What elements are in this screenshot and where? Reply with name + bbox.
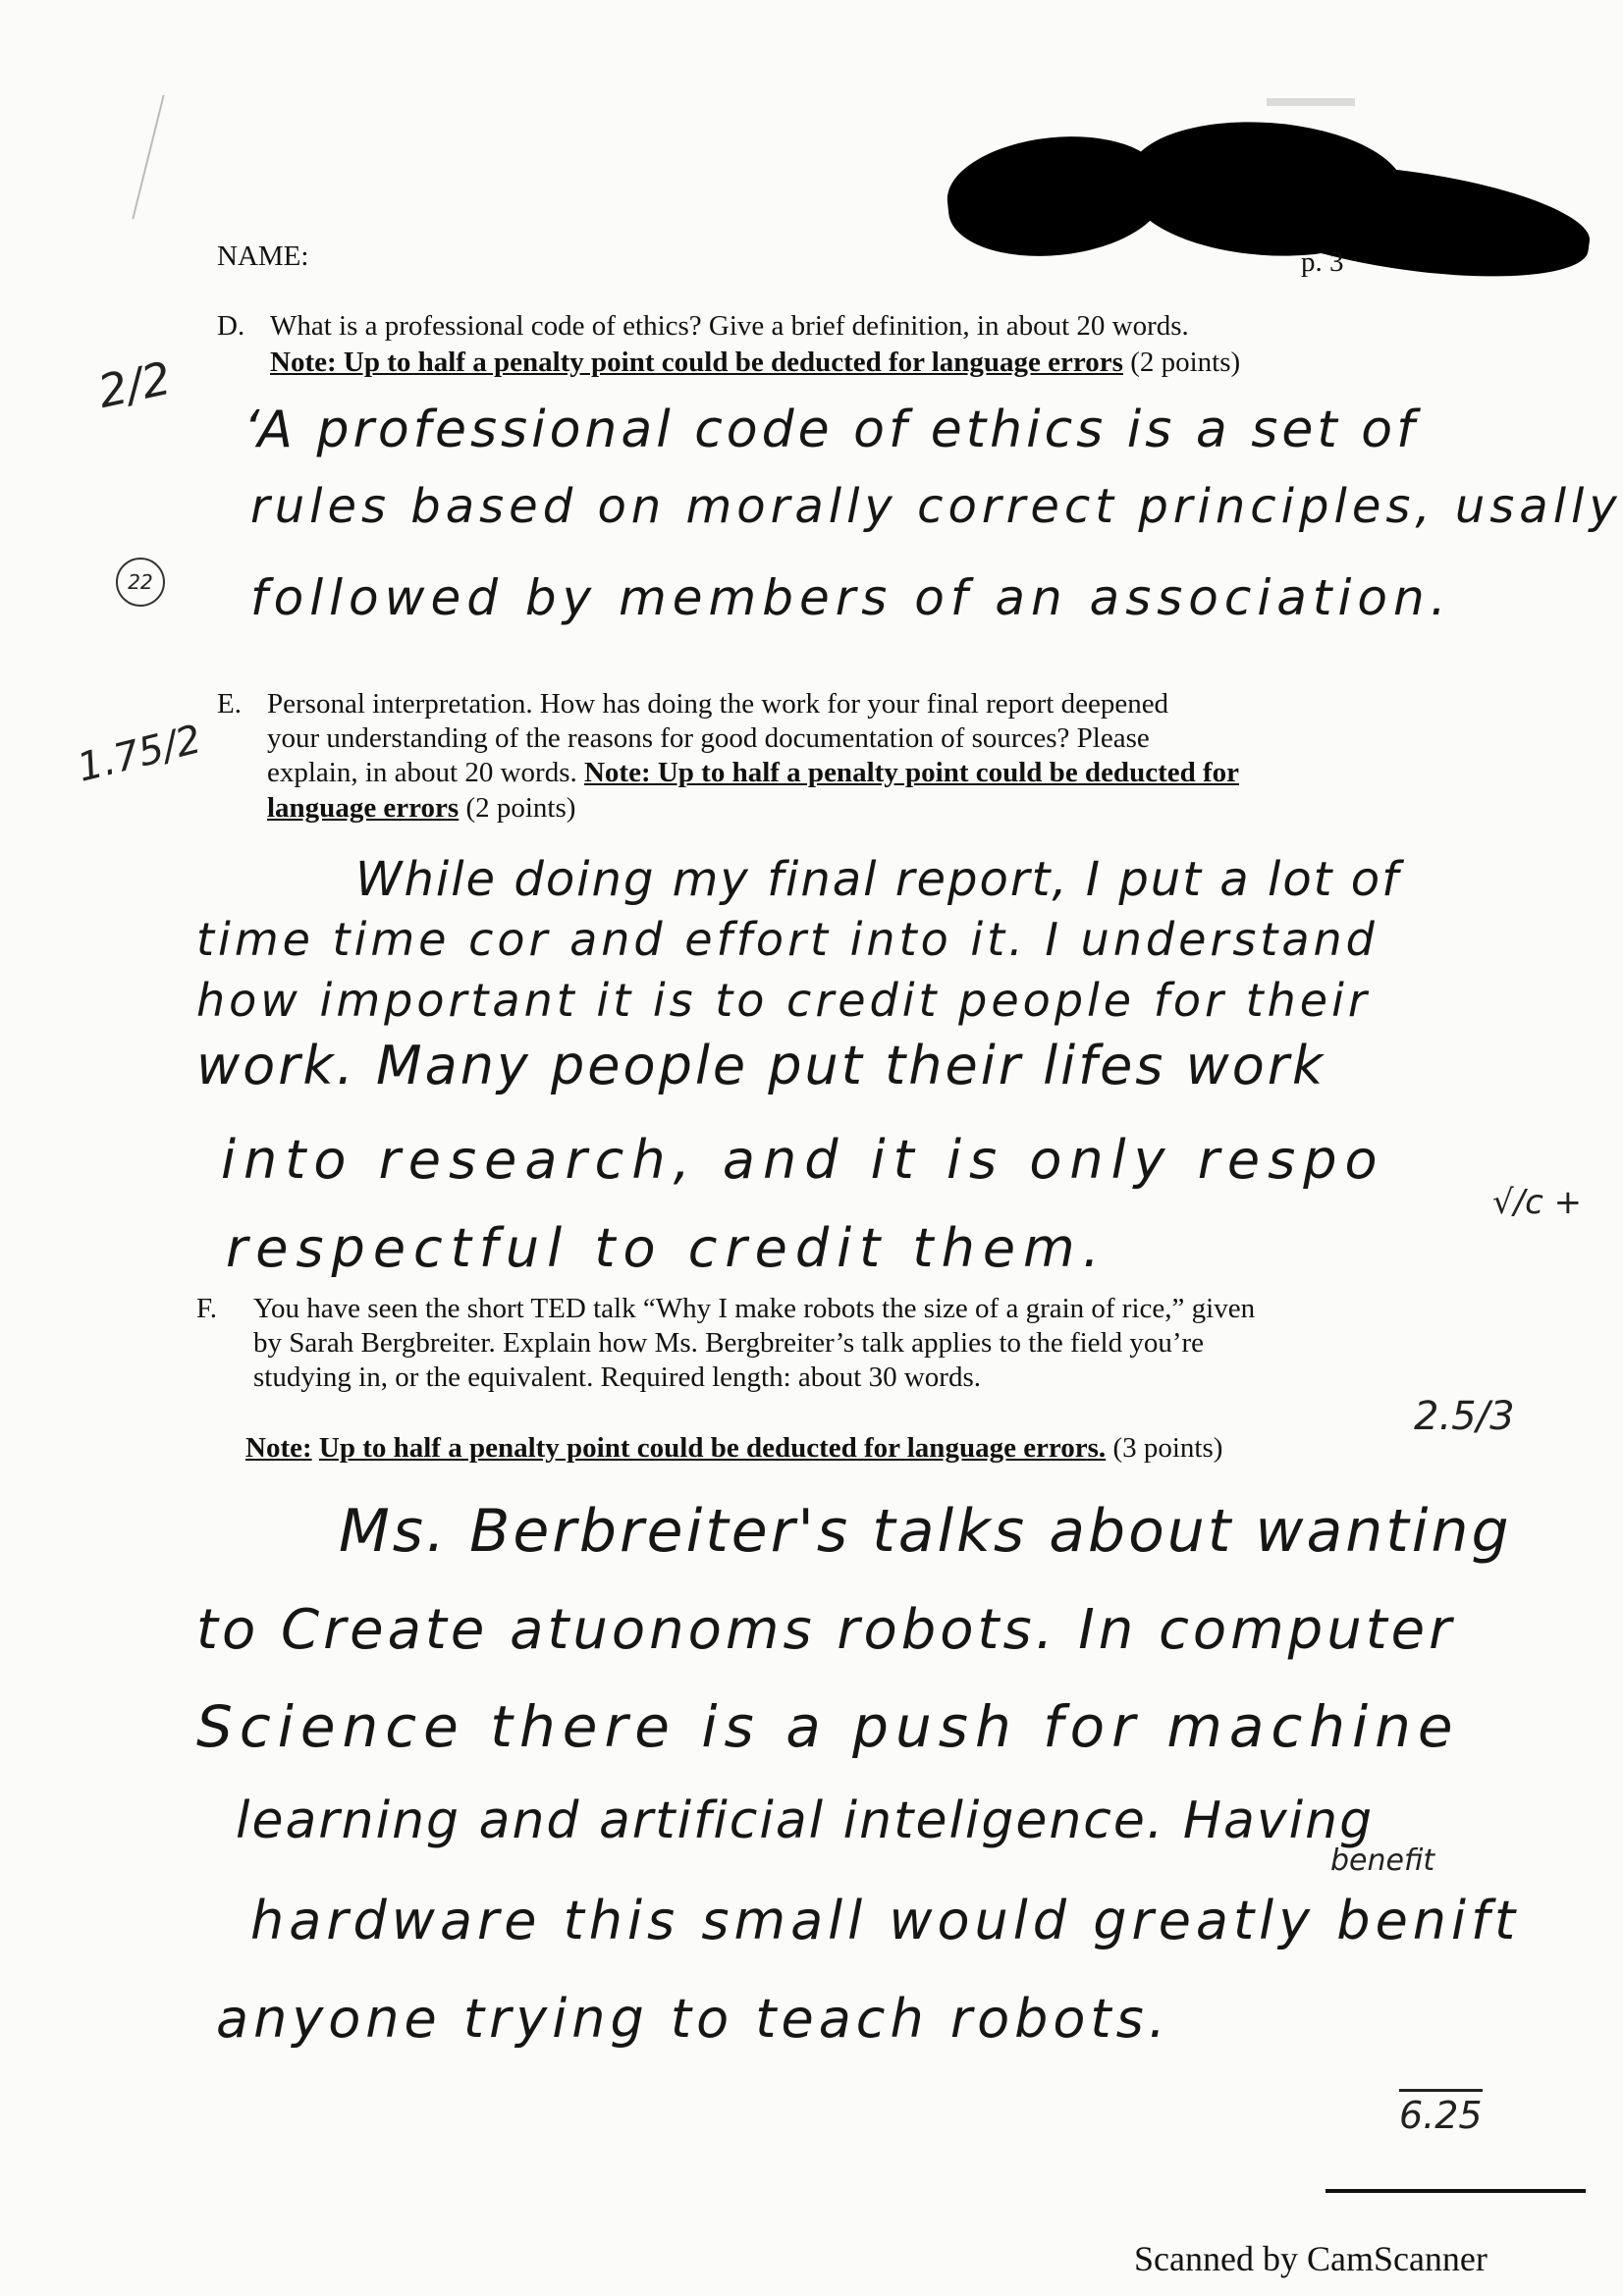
margin-mark: √/c + bbox=[1492, 1183, 1583, 1222]
total-score: 6.25 bbox=[1399, 2089, 1483, 2137]
question-e-points: (2 points) bbox=[465, 792, 576, 824]
answer-e-line: work. Many people put their lifes work bbox=[196, 1035, 1326, 1096]
question-e-score: 1.75/2 bbox=[73, 717, 206, 791]
answer-f-line: hardware this small would greatly benift bbox=[250, 1890, 1521, 1951]
question-f-letter: F. bbox=[196, 1293, 218, 1324]
question-d-points: (2 points) bbox=[1130, 347, 1241, 378]
answer-d-line: ‘A professional code of ethics is a set of bbox=[243, 400, 1419, 459]
answer-f-line: Science there is a push for machine bbox=[196, 1693, 1460, 1760]
answer-f-line: anyone trying to teach robots. bbox=[216, 1988, 1170, 2050]
answer-f-line: Ms. Berbreiter's talks about wanting bbox=[339, 1497, 1512, 1566]
question-d-note: Note: Up to half a penalty point could be deducted for language errors bbox=[270, 347, 1123, 378]
question-e-text: explain, in about 20 words. bbox=[267, 757, 577, 788]
answer-e-line: into research, and it is only respo bbox=[221, 1129, 1385, 1191]
answer-e-line: While doing my final report, I put a lot of bbox=[355, 852, 1401, 907]
answer-e-line: time time cor and effort into it. I understand bbox=[196, 913, 1379, 966]
answer-d-line: followed by members of an association. bbox=[250, 569, 1452, 626]
question-f-text: studying in, or the equivalent. Required length: about 30 words. bbox=[253, 1362, 981, 1393]
question-e-letter: E. bbox=[217, 688, 242, 720]
answer-e-line: respectful to credit them. bbox=[226, 1217, 1108, 1279]
question-f-text: You have seen the short TED talk “Why I make robots the size of a grain of rice,” given bbox=[253, 1293, 1256, 1324]
question-f-note: Up to half a penalty point could be deducted for language errors. bbox=[318, 1432, 1107, 1464]
question-f-note-label: Note: bbox=[245, 1432, 312, 1464]
scan-mark bbox=[1267, 98, 1355, 106]
scan-mark bbox=[132, 95, 164, 220]
question-f-score: 2.5/3 bbox=[1414, 1394, 1515, 1439]
question-d-letter: D. bbox=[217, 310, 245, 342]
question-e-text: your understanding of the reasons for good documentation of sources? Please bbox=[267, 722, 1150, 754]
question-e-text: Personal interpretation. How has doing the work for your final report deepened bbox=[267, 688, 1169, 720]
question-f-text: by Sarah Bergbreiter. Explain how Ms. Bergbreiter’s talk applies to the field you’re bbox=[253, 1327, 1205, 1359]
question-e-note: language errors bbox=[267, 792, 460, 824]
answer-f-line: learning and artificial inteligence. Having bbox=[236, 1791, 1375, 1850]
footer-rule bbox=[1325, 2189, 1586, 2193]
scanner-credit: Scanned by CamScanner bbox=[1134, 2239, 1488, 2278]
answer-e-line: how important it is to credit people for their bbox=[196, 974, 1371, 1027]
question-f-points: (3 points) bbox=[1112, 1432, 1223, 1464]
question-d-score: 2/2 bbox=[93, 350, 176, 419]
answer-f-line: to Create atuonoms robots. In computer bbox=[196, 1598, 1456, 1662]
question-d-text: What is a professional code of ethics? Give a brief definition, in about 20 words. bbox=[270, 310, 1189, 342]
redaction-mark bbox=[1222, 147, 1596, 295]
question-e-note: Note: Up to half a penalty point could be deducted for bbox=[583, 757, 1239, 788]
name-label: NAME: bbox=[217, 240, 309, 272]
circled-mark: 22 bbox=[116, 558, 165, 607]
correction-note: benefit bbox=[1330, 1843, 1435, 1878]
page-number: p. 3 bbox=[1301, 246, 1344, 278]
answer-d-line: rules based on morally correct principles, usally bbox=[250, 479, 1622, 534]
